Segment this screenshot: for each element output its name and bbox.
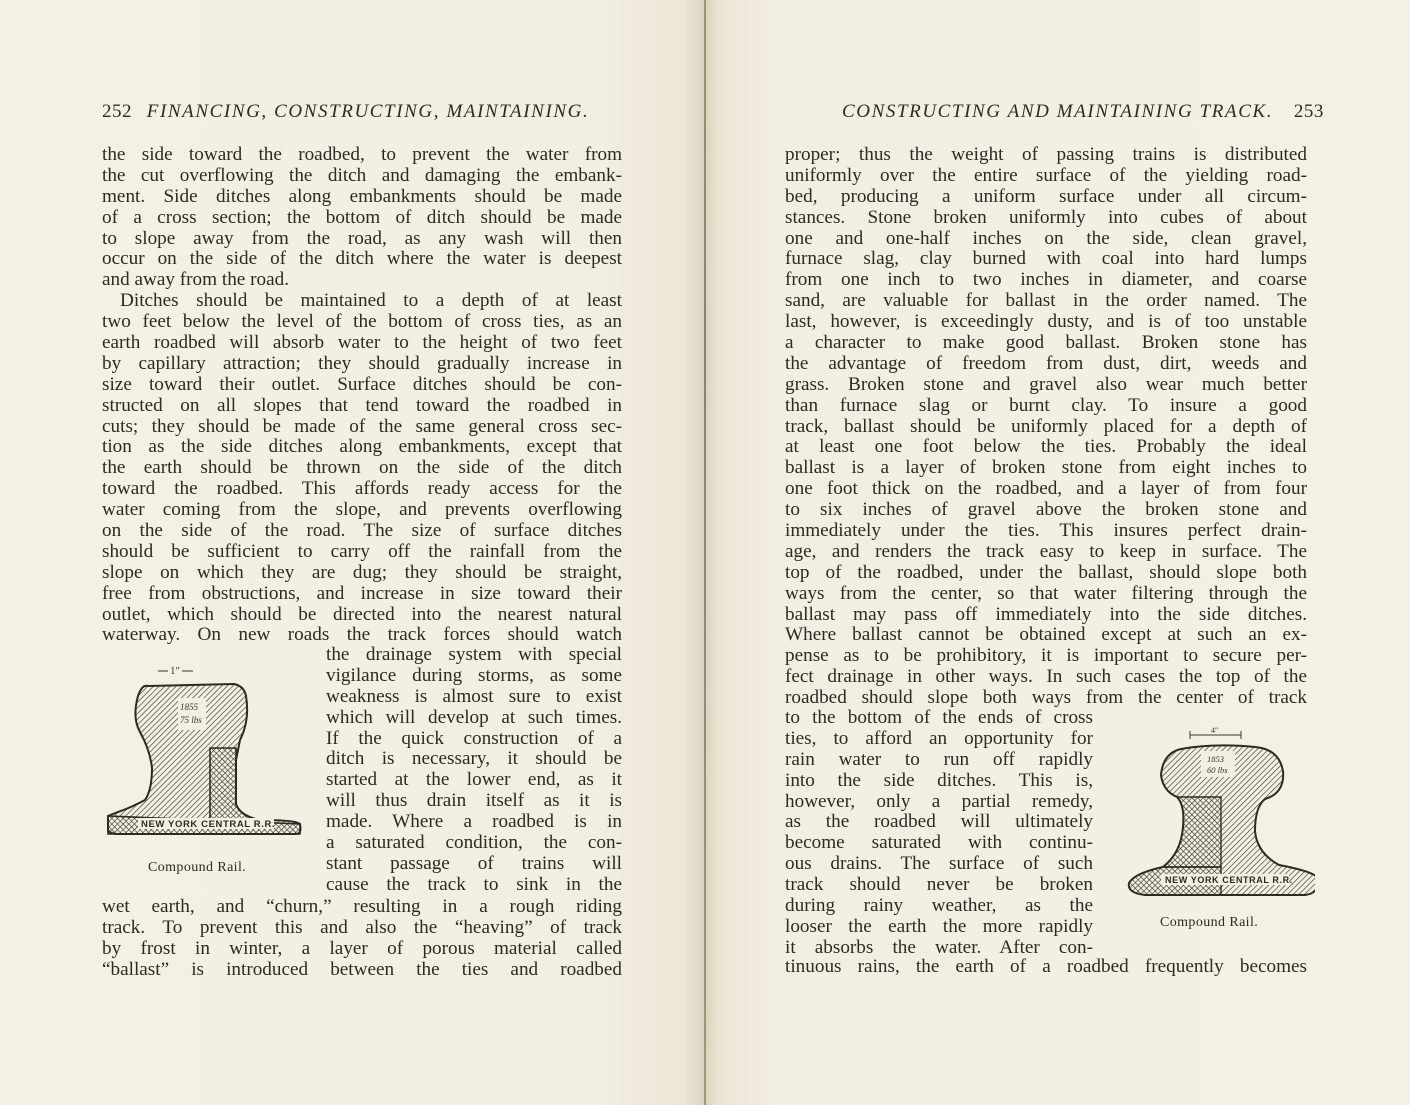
figure-caption: Compound Rail. [1160,915,1259,930]
text-line: than furnace slag or burnt clay. To insure a good [785,394,1307,416]
left-body-text [102,145,622,646]
right-tail-text [785,957,1307,978]
text-line: into the side ditches. This is, [785,769,1093,791]
text-line: structed on all slopes that tend toward the roadbed in [102,394,622,416]
text-line: free from obstructions, and increase in size toward their [102,582,622,604]
text-line: tinuous rains, the earth of a roadbed frequently becomes [785,956,1307,977]
text-line: from one inch to two inches in diameter, and coarse [785,269,1307,291]
rail-cross-section-illustration [1115,727,1315,912]
text-line: on the side of the road. The size of surface ditches [102,520,622,542]
text-line: ballast is a layer of broken stone from eight inches to [785,457,1307,479]
text-line: track. To prevent this and also the “heaving” of track [102,916,622,938]
text-line: the cut overflowing the ditch and damaging the embank- [102,164,622,186]
text-line: slope on which they are dug; they should be straight, [102,561,622,583]
text-line: grass. Broken stone and gravel also wear much better [785,373,1307,395]
text-line: last, however, is exceedingly dusty, and is of too unstable [785,311,1307,333]
text-line: to the bottom of the ends of cross [785,707,1093,728]
text-line: the drainage system with special [326,644,622,665]
text-line: become saturated with continu- [785,832,1093,854]
text-line: size toward their outlet. Surface ditches should be con- [102,373,622,395]
right-running-title: CONSTRUCTING AND MAINTAINING TRACK. [842,101,1274,122]
rail-cross-section-illustration [100,660,305,860]
left-wrapped-text [326,645,622,896]
text-line: at least one foot below the ties. Probably the ideal [785,436,1307,458]
text-line: by frost in winter, a layer of porous material called [102,937,622,959]
text-line: ties, to afford an opportunity for [785,727,1093,749]
text-line: waterway. On new roads the track forces should watch [102,624,622,646]
text-line: wet earth, and “churn,” resulting in a rough riding [102,896,622,917]
text-line: and away from the road. [102,269,290,291]
text-line: age, and renders the track easy to keep in surface. The [785,540,1307,562]
text-line: outlet, which should be directed into the nearest natural [102,603,622,625]
text-line: to six inches of gravel above the broken stone and [785,499,1307,521]
text-line: ways from the center, so that water filtering through the [785,582,1307,604]
text-line: tion as the side ditches along embankments, except that [102,436,622,458]
text-line: immediately under the ties. This insures perfect drain- [785,520,1307,542]
text-line: should be sufficient to carry off the rainfall from the [102,540,622,562]
text-line: one foot thick on the roadbed, and a layer of from four [785,478,1307,500]
svg-text:NEW YORK CENTRAL R.R.: NEW YORK CENTRAL R.R. [1165,875,1293,885]
text-line: looser the earth the more rapidly [785,915,1093,937]
text-line: a character to make good ballast. Broken stone has [785,332,1307,354]
text-line: ous drains. The surface of such [785,853,1093,875]
right-page [705,0,1410,1105]
text-line: will thus drain itself as it is [326,790,622,812]
text-line: two feet below the level of the bottom of cross ties, as an [102,311,622,333]
svg-text:60 lbs: 60 lbs [1207,765,1228,775]
text-line: earth roadbed will absorb water to the height of two feet [102,332,622,354]
text-line: to slope away from the road, as any wash will then [102,227,622,249]
right-page-number: 253 [1293,101,1324,122]
text-line: toward the roadbed. This affords ready access for the [102,478,622,500]
text-line: stances. Stone broken uniformly into cubes of about [785,206,1307,228]
text-line: the earth should be thrown on the side of the ditch [102,457,622,479]
text-line: during rainy weather, as the [785,895,1093,917]
text-line: of a cross section; the bottom of ditch should be made [102,206,622,228]
text-line: track, ballast should be uniformly placed for a depth of [785,415,1307,437]
svg-text:1855: 1855 [180,702,198,712]
left-running-title: FINANCING, CONSTRUCTING, MAINTAINING. [146,101,590,122]
text-line: pense as to be prohibitory, it is important to secure per- [785,645,1307,667]
text-line: cuts; they should be made of the same general cross sec- [102,415,622,437]
text-line: bed, producing a uniform surface under all circum- [785,185,1307,207]
text-line: roadbed should slope both ways from the center of track [785,687,1307,709]
svg-text:1″: 1″ [170,665,181,677]
left-tail-text [102,897,622,981]
text-line: stant passage of trains will [326,852,622,874]
text-line: the advantage of freedom from dust, dirt, weeds and [785,352,1307,374]
text-line: weakness is almost sure to exist [326,685,622,707]
text-line: a saturated condition, the con- [326,832,622,854]
text-line: track should never be broken [785,874,1093,896]
text-line: “ballast” is introduced between the ties and roadbed [102,958,622,980]
text-line: ditch is necessary, it should be [326,748,622,770]
text-line: uniformly over the entire surface of the yielding road- [785,164,1307,186]
left-page-number: 252 [102,101,132,122]
svg-text:75 lbs: 75 lbs [180,715,202,725]
right-wrapped-text [785,708,1093,959]
text-line: one and one-half inches on the side, clean gravel, [785,227,1307,249]
right-body-text [785,145,1307,709]
text-line: cause the track to sink in the [326,873,622,895]
figure-caption: Compound Rail. [148,860,247,875]
svg-text:1853: 1853 [1207,754,1224,764]
svg-text:4″: 4″ [1211,727,1219,735]
text-line: made. Where a roadbed is in [326,811,622,833]
text-line: as the roadbed will ultimately [785,811,1093,833]
text-line: it absorbs the water. After con- [785,936,1093,958]
text-line: Ditches should be maintained to a depth of at least [120,290,622,312]
text-line: sand, are valuable for ballast in the order named. The [785,290,1307,312]
book-gutter [704,0,706,1105]
text-line: ment. Side ditches along embankments should be made [102,185,622,207]
text-line: fect drainage in other ways. In such cases the top of the [785,666,1307,688]
text-line: the side toward the roadbed, to prevent the water from [102,144,622,165]
right-running-head [842,100,1324,124]
text-line: ballast may pass off immediately into the side ditches. [785,603,1307,625]
compound-rail-figure-1855 [100,660,305,882]
text-line: If the quick construction of a [326,727,622,749]
text-line: Where ballast cannot be obtained except at such an ex- [785,624,1307,646]
text-line: top of the roadbed, under the ballast, should slope both [785,561,1307,583]
text-line: furnace slag, clay burned with coal into hard lumps [785,248,1307,270]
text-line: started at the lower end, as it [326,769,622,791]
text-line: vigilance during storms, as some [326,664,622,686]
compound-rail-figure-1853 [1115,727,1315,935]
text-line: water coming from the slope, and prevents overflowing [102,499,622,521]
text-line: however, only a partial remedy, [785,790,1093,812]
text-line: which will develop at such times. [326,706,622,728]
left-running-head [102,100,589,124]
text-line: occur on the side of the ditch where the water is deepest [102,248,622,270]
svg-text:NEW YORK CENTRAL R.R.: NEW YORK CENTRAL R.R. [141,819,276,830]
text-line: by capillary attraction; they should gradually increase in [102,352,622,374]
text-line: proper; thus the weight of passing trains is distributed [785,144,1307,165]
text-line: rain water to run off rapidly [785,748,1093,770]
